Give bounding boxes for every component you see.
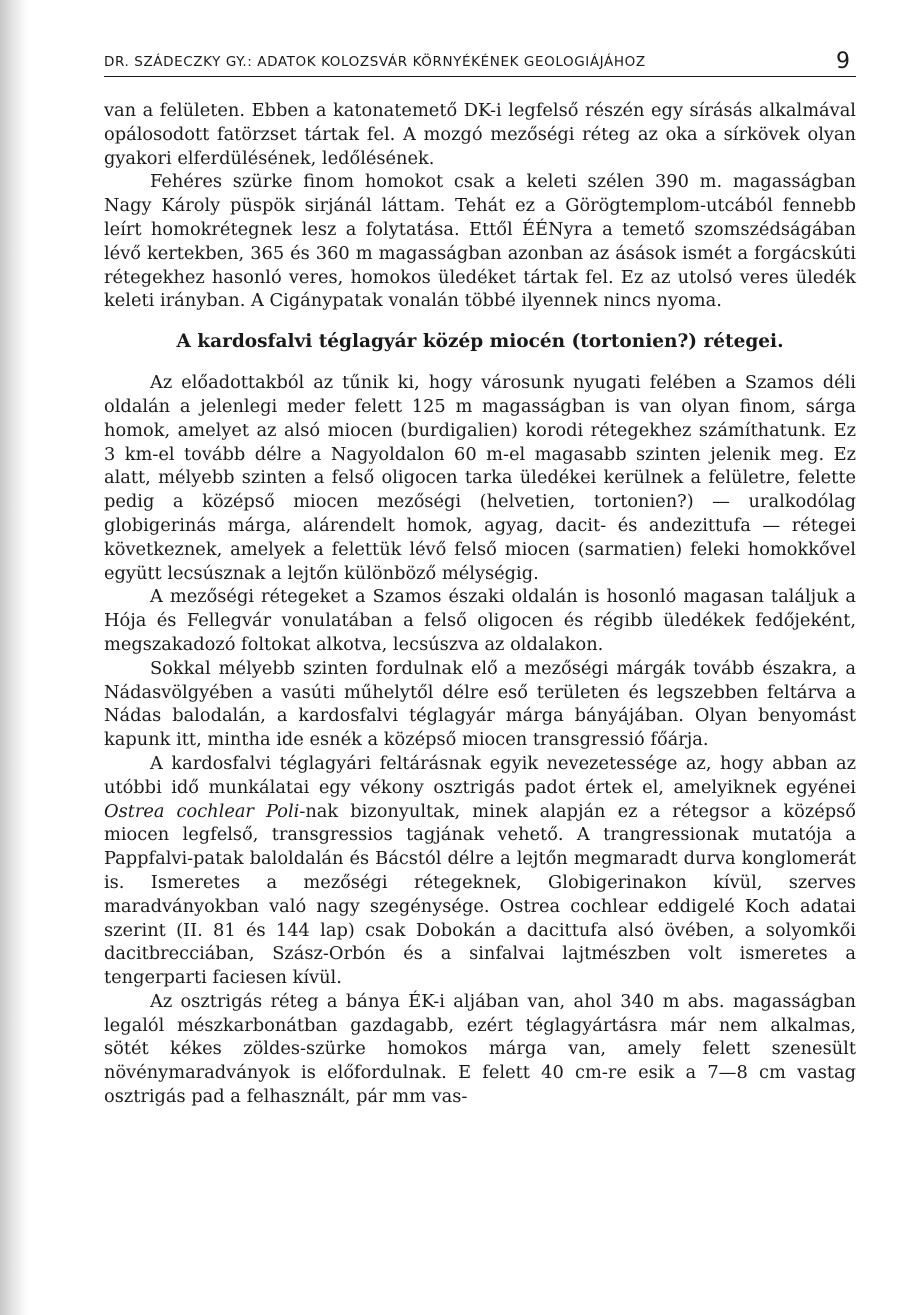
paragraph: A mezőségi rétegeket a Szamos északi oldalán is hosonló magasan találjuk a Hója és Fellegvár vonulatában a felső oligocen és régibb üledékek fedőjeként, megszakadozó foltokat alkotva, lecsúszva az oldalakon. [104, 586, 856, 655]
running-head [104, 44, 856, 77]
paragraph-text: A kardosfalvi téglagyári feltárásnak egyik nevezetessége az, hogy abban az utóbbi idő munkálatai egy vékony osztrigás padot értek el, amelyiknek egyénei [104, 752, 856, 798]
paragraph-text: -nak bizonyultak, minek alapján ez a rétegsor a középső miocen legfelső, transgressios tagjának vehető. A trangressionak mutatója a Pappfalvi-patak baloldalán és Bácstól délre a lejtőn megmaradt durva konglomerát is. Ismeretes a mezőségi rétegeknek, Globigerinakon kívül, szerves maradványokban való nagy szegénysége. Ostrea cochlear eddigelé Koch adatai szerint (II. 81 és 144 lap) csak Dobokán a dacittufa alsó övében, a solyomkői dacitbrecciában, Szász-Orbón és a sinfalvai lajtmészben volt ismeretes a tengerparti faciesen kívül. [104, 800, 856, 989]
running-title: DR. SZÁDECZKY GY.: ADATOK KOLOZSVÁR KÖRNYÉKÉNEK GEOLOGIÁJÁHOZ [104, 54, 646, 70]
article-body [104, 99, 856, 1109]
scan-edge-shadow [0, 0, 28, 1315]
species-name: Ostrea cochlear Poli [104, 800, 300, 822]
paragraph: Az előadottakból az tűnik ki, hogy városunk nyugati felében a Szamos déli oldalán a jelenlegi meder felett 125 m magasságban is van olyan finom, sárga homok, amelyet az alsó miocen (burdigalien) korodi rétegekhez számíthatunk. Ez 3 km-el tovább délre a Nagyoldalon 60 m-el magasabb szinten jelenik meg. Ez alatt, mélyebb szinten a felső oligocen tarka üledékei kerülnek a felületre, felette pedig a középső miocen mezőségi (helvetien, tortonien?) — uralkodólag globigerinás márga, alárendelt homok, agyag, dacit- és andezittufa — rétegei következnek, amelyek a felettük lévő felső miocen (sarmatien) feleki homokkővel együtt lecsúsznak a lejtőn különböző mélységig. [104, 372, 856, 584]
page [104, 44, 856, 1109]
paragraph: Sokkal mélyebb szinten fordulnak elő a mezőségi márgák tovább északra, a Nádasvölgyében a vasúti műhelytől délre eső területen és legszebben feltárva a Nádas balodalán, a kardosfalvi téglagyár márga bányájában. Olyan benyomást kapunk itt, mintha ide esnék a középső miocen transgressió főárja. [104, 657, 856, 751]
paragraph: Fehéres szürke finom homokot csak a keleti szélen 390 m. magasságban Nagy Károly püspök sirjánál láttam. Tehát ez a Görögtemplom-utcából fennebb leírt homokrétegnek lesz a folytatása. Ettől ÉÉNyra a temető szomszédságában lévő kertekben, 365 és 360 m magasságban azonban az ásások ismét a forgácskúti rétegekhez hasonló veres, homokos üledéket tártak fel. Ez az utolsó veres üledék keleti irányban. A Cigánypatak vonalán többé ilyennek nincs nyoma. [104, 171, 856, 312]
paragraph-ostrea [104, 752, 856, 990]
page-number: 9 [836, 49, 850, 74]
paragraph-continued: van a felületen. Ebben a katonatemető DK-i legfelső részén egy sírásás alkalmával opálosodott fatörzset tártak fel. A mozgó mezőségi réteg az oka a sírkövek olyan gyakori elferdülésének, ledőlésének. [104, 100, 856, 169]
section-heading: A kardosfalvi téglagyár közép miocén (tortonien?) rétegei. [176, 331, 784, 353]
paragraph-last: Az osztrigás réteg a bánya ÉK-i aljában van, ahol 340 m abs. magasságban legalól mészkarbonátban gazdagabb, ezért téglagyártásra már nem alkalmas, sötét kékes zöldes-szürke homokos márga van, amely felett szenesült növénymaradványok is előfordulnak. E felett 40 cm-re esik a 7—8 cm vastag osztrigás pad a felhasznált, pár mm vas- [104, 990, 856, 1108]
